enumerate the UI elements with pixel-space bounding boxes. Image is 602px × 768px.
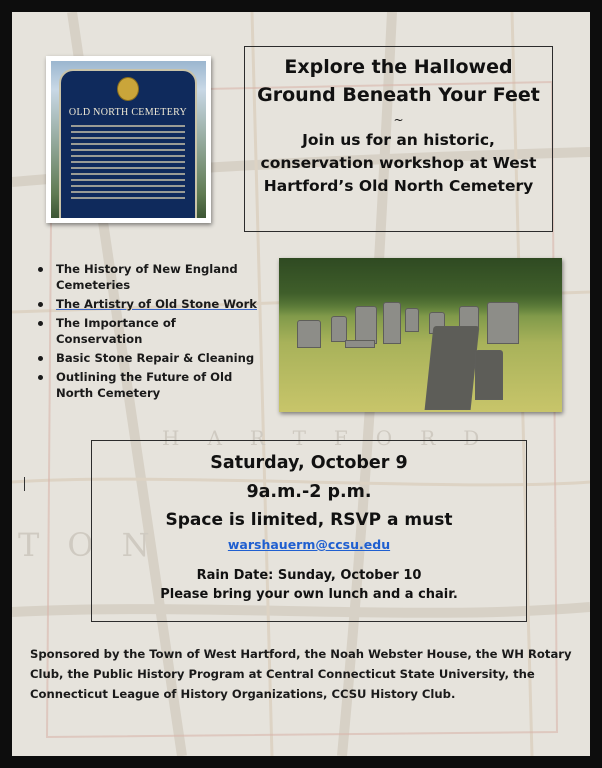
topic-label: The Artistry of Old Stone Work: [56, 297, 258, 311]
topic-label: Basic Stone Repair & Cleaning: [56, 351, 255, 365]
topic-item: [34, 315, 262, 347]
topic-item: [34, 369, 262, 401]
topic-label: The Importance of Conservation: [56, 316, 176, 346]
text-cursor: [24, 477, 25, 491]
topic-item: [34, 350, 262, 366]
event-date: Saturday, October 9: [210, 453, 408, 473]
rsvp-notice: Space is limited, RSVP a must: [165, 510, 453, 530]
subheadline-line-2: conservation workshop at West: [260, 154, 537, 172]
event-details-box: [91, 440, 527, 622]
sign-plaque: [59, 69, 197, 218]
cemetery-photo: [279, 258, 562, 412]
topic-list: [34, 261, 262, 404]
topic-item: [34, 296, 262, 312]
sign-text-lines: [71, 125, 185, 203]
sign-caption: OLD NORTH CEMETERY: [68, 107, 188, 118]
headline-box: [244, 46, 553, 232]
headline-line-1: Explore the Hallowed: [284, 56, 513, 78]
tree-line: [279, 258, 562, 316]
subheadline-line-3: Hartford’s Old North Cemetery: [263, 177, 534, 195]
topic-label: Outlining the Future of Old North Cemetery: [56, 370, 233, 400]
event-time: 9a.m.-2 p.m.: [246, 482, 372, 502]
cemetery-sign-photo: [46, 56, 211, 223]
headline-line-2: Ground Beneath Your Feet: [257, 84, 540, 106]
rain-date: Rain Date: Sunday, October 10: [196, 568, 422, 583]
subheadline-line-1: Join us for an historic,: [302, 131, 495, 149]
topic-item: [34, 261, 262, 293]
map-label-hartford: HARTFORD: [162, 426, 508, 450]
seal-icon: [117, 77, 139, 101]
sponsors-text: Sponsored by the Town of West Hartford, the Noah Webster House, the WH Rotary Club, the Public History Program at Central Connecticut State University, the Connecticut League of History Organizations, CCSU History Club.: [30, 647, 572, 701]
headline-separator: ~: [393, 113, 404, 127]
map-label-fragment: TON: [18, 526, 178, 564]
topic-label: The History of New England Cemeteries: [56, 262, 238, 292]
flyer-page: [12, 12, 590, 756]
rsvp-email-link[interactable]: warshauerm@ccsu.edu: [227, 537, 391, 552]
bring-lunch-note: Please bring your own lunch and a chair.: [160, 587, 458, 602]
